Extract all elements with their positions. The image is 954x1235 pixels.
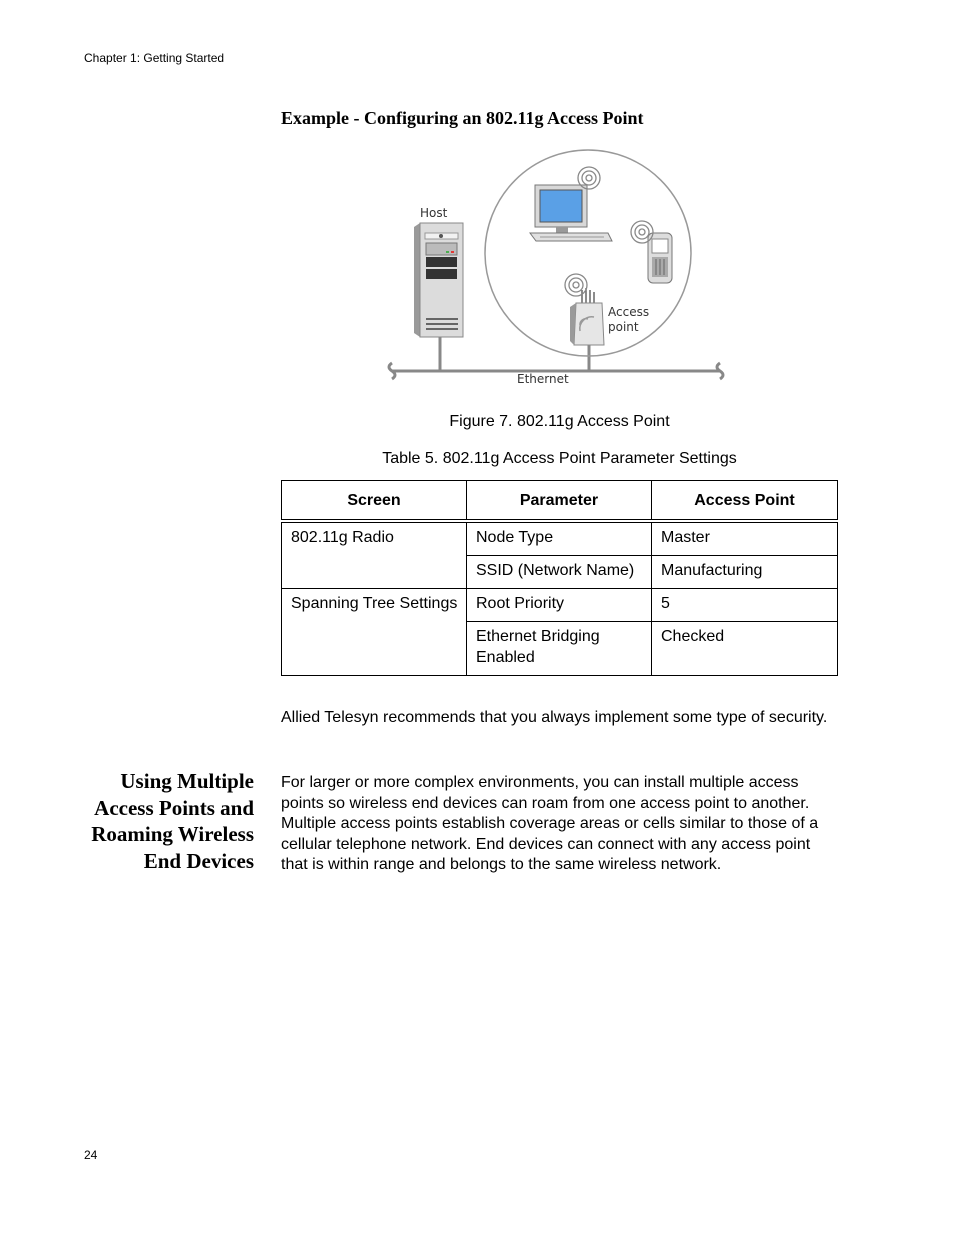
table-row (282, 589, 838, 622)
host-server-icon (414, 223, 463, 337)
header-parameter: Parameter (467, 481, 652, 522)
security-note: Allied Telesyn recommends that you always implement some type of security. (281, 709, 828, 726)
network-diagram (380, 145, 730, 395)
parameter-cell: Root Priority (467, 589, 652, 622)
table-caption: Table 5. 802.11g Access Point Parameter Settings (382, 450, 737, 467)
screen-cell: 802.11g Radio (282, 521, 467, 589)
running-header: Chapter 1: Getting Started (84, 51, 225, 65)
parameter-cell: SSID (Network Name) (467, 556, 652, 589)
access-point-label-line2: point (608, 320, 639, 334)
example-heading: Example - Configuring an 802.11g Access Point (281, 108, 644, 128)
section-heading: Using Multiple Access Points and Roaming Wireless End Devices (91, 769, 254, 873)
parameter-table (281, 480, 838, 676)
access-point-label-line1: Access (608, 305, 650, 319)
desktop-computer-icon (530, 185, 612, 241)
ethernet-label: Ethernet (517, 372, 569, 386)
page-number: 24 (84, 1148, 98, 1162)
header-access-point: Access Point (652, 481, 838, 522)
section-body: For larger or more complex environments, you can install multiple access points so wireless end devices can roam from one access point to another. Multiple access points establish coverage areas or cells similar to those of a cellular telephone network. End devices can connect with any access point that is within range and belongs to the same wireless network. (281, 774, 819, 873)
value-cell: Manufacturing (652, 556, 838, 589)
screen-cell: Spanning Tree Settings (282, 589, 467, 676)
table-row (282, 521, 838, 556)
parameter-cell: Ethernet Bridging Enabled (467, 622, 652, 676)
host-label: Host (420, 206, 448, 220)
figure-caption: Figure 7. 802.11g Access Point (449, 413, 670, 430)
header-screen: Screen (282, 481, 467, 522)
handheld-device-icon (648, 233, 672, 283)
parameter-cell: Node Type (467, 521, 652, 556)
network-figure (380, 145, 730, 395)
value-cell: Checked (652, 622, 838, 676)
value-cell: 5 (652, 589, 838, 622)
value-cell: Master (652, 521, 838, 556)
table-header-row (282, 481, 838, 522)
